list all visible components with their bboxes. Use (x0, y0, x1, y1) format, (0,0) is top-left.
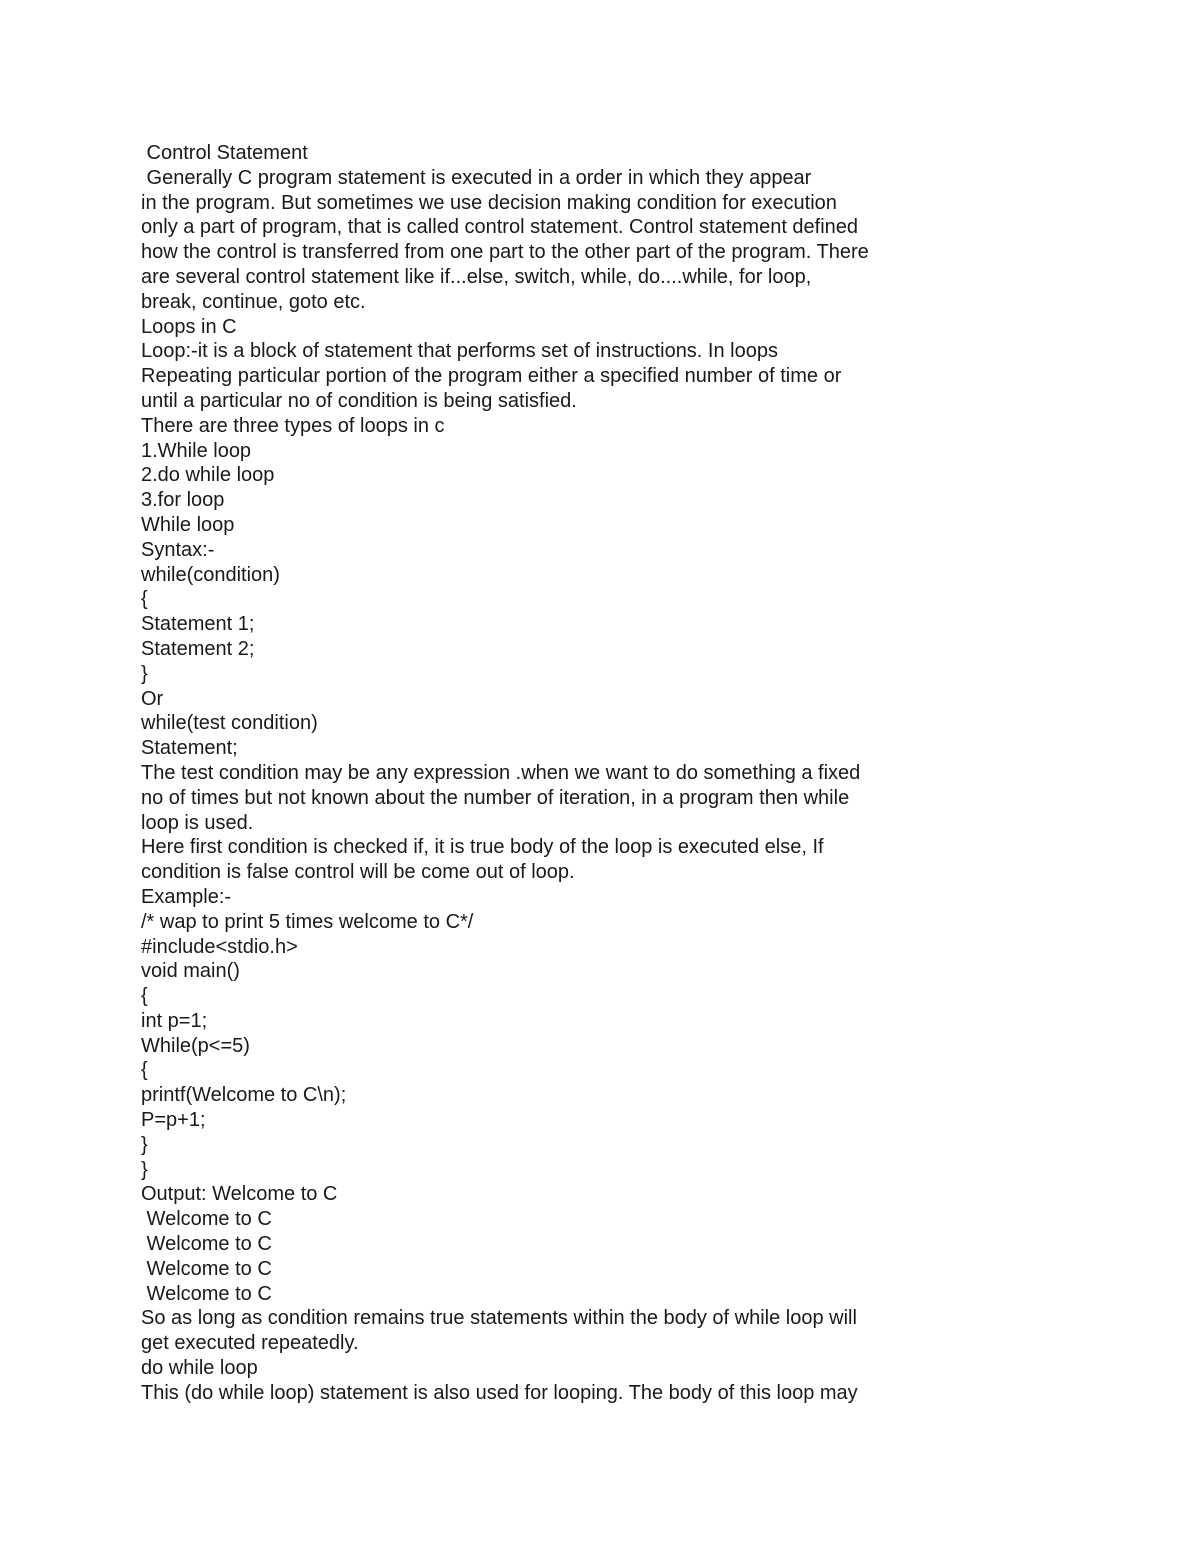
text-line: get executed repeatedly. (141, 1332, 359, 1355)
text-line: how the control is transferred from one part to the other part of the program. There (141, 241, 869, 264)
code-line: void main() (141, 960, 240, 983)
text-line: There are three types of loops in c (141, 414, 445, 437)
output-line: Welcome to C (141, 1233, 272, 1256)
text-line: Generally C program statement is executed in a order in which they appear (141, 166, 812, 189)
text-line: until a particular no of condition is being satisfied. (141, 389, 577, 412)
code-line: while(test condition) (141, 712, 318, 735)
code-line: } (141, 1133, 148, 1156)
code-line: int p=1; (141, 1009, 208, 1032)
text-line: Or (141, 687, 164, 710)
list-item: 2.do while loop (141, 464, 275, 487)
text-line: The test condition may be any expression .when we want to do something a fixed (141, 761, 861, 784)
code-line: } (141, 1158, 148, 1181)
text-line: Repeating particular portion of the program either a specified number of time or (141, 365, 842, 388)
code-line: While(p<=5) (141, 1034, 250, 1057)
text-line: Here first condition is checked if, it is true body of the loop is executed else, If (141, 836, 824, 859)
code-line: P=p+1; (141, 1109, 206, 1132)
list-item: 3.for loop (141, 489, 225, 512)
output-line: Welcome to C (141, 1282, 272, 1305)
text-line: only a part of program, that is called control statement. Control statement defined (141, 216, 859, 239)
output-line: Output: Welcome to C (141, 1183, 338, 1206)
text-line: condition is false control will be come out of loop. (141, 861, 575, 884)
section-heading: Loops in C (141, 315, 237, 338)
text-line: in the program. But sometimes we use decision making condition for execution (141, 191, 837, 214)
code-line: #include<stdio.h> (141, 935, 298, 958)
code-line: Statement; (141, 737, 238, 760)
code-line: while(condition) (141, 563, 280, 586)
text-line: Loop:-it is a block of statement that performs set of instructions. In loops (141, 340, 778, 363)
code-line: } (141, 662, 148, 685)
text-line: So as long as condition remains true statements within the body of while loop will (141, 1307, 857, 1330)
section-heading: While loop (141, 513, 235, 536)
text-line: Syntax:- (141, 538, 215, 561)
text-line: break, continue, goto etc. (141, 290, 366, 313)
code-line: { (141, 1059, 148, 1082)
code-line: /* wap to print 5 times welcome to C*/ (141, 910, 474, 933)
list-item: 1.While loop (141, 439, 252, 462)
output-line: Welcome to C (141, 1208, 272, 1231)
document-body (141, 141, 1141, 1406)
text-line: no of times but not known about the number of iteration, in a program then while (141, 786, 850, 809)
document-title: Control Statement (141, 142, 308, 164)
code-line: Statement 2; (141, 637, 255, 660)
section-heading: do while loop (141, 1357, 258, 1380)
output-line: Welcome to C (141, 1257, 272, 1280)
text-line: This (do while loop) statement is also used for looping. The body of this loop may (141, 1381, 858, 1404)
text-line: Example:- (141, 885, 232, 908)
code-line: printf(Welcome to C\n); (141, 1084, 347, 1107)
code-line: { (141, 985, 148, 1008)
code-line: { (141, 588, 148, 611)
code-line: Statement 1; (141, 613, 255, 636)
text-line: loop is used. (141, 811, 254, 834)
text-line: are several control statement like if...else, switch, while, do....while, for loop, (141, 265, 812, 288)
